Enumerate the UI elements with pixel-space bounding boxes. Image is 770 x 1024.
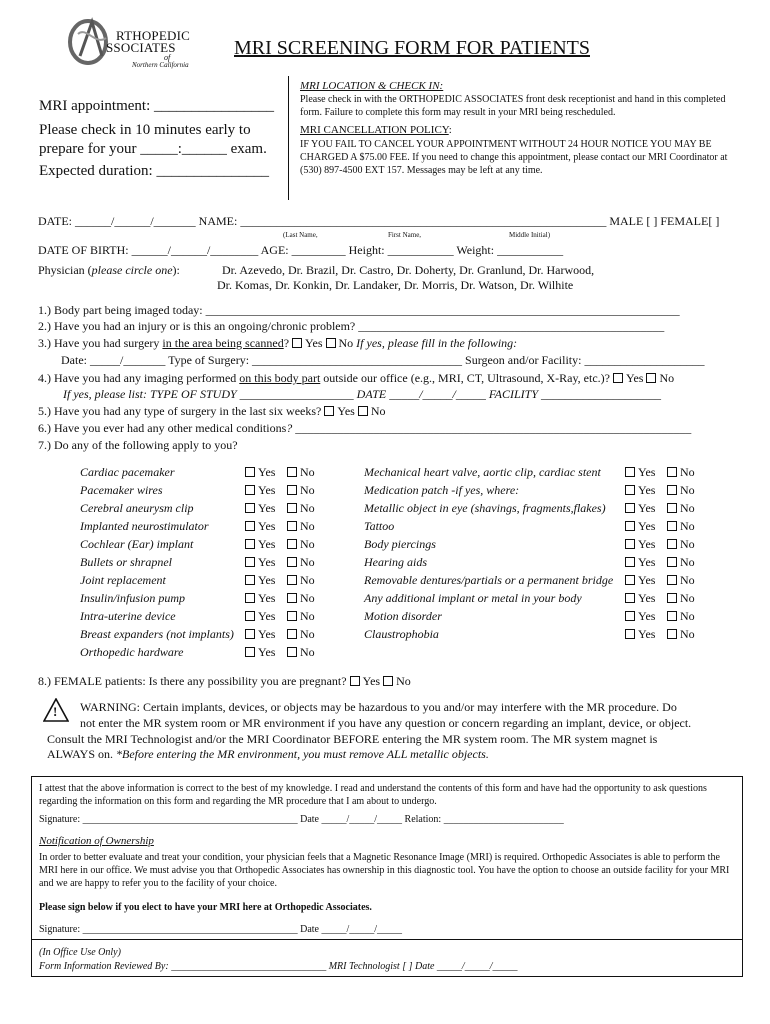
condition-left-yes-checkbox[interactable]: Yes <box>245 536 287 553</box>
condition-left-label: Insulin/infusion pump <box>80 591 186 605</box>
condition-right-no-checkbox[interactable]: No <box>667 500 695 517</box>
condition-left-row <box>80 500 370 517</box>
condition-left-label: Cochlear (Ear) implant <box>80 537 194 551</box>
question-8: 8.) FEMALE patients: Is there any possibility you are pregnant? Yes No <box>38 674 411 688</box>
condition-left-no-checkbox[interactable]: No <box>287 500 315 517</box>
condition-left-no-checkbox[interactable]: No <box>287 590 315 607</box>
q4-yes-checkbox[interactable]: Yes <box>613 371 643 386</box>
condition-right-no-checkbox[interactable]: No <box>667 554 695 571</box>
condition-left-row <box>80 590 370 607</box>
conditions-right-list <box>364 464 744 644</box>
condition-left-row <box>80 572 370 589</box>
condition-right-yes-checkbox[interactable]: Yes <box>625 554 667 571</box>
physician-list-2[interactable]: Dr. Komas, Dr. Konkin, Dr. Landaker, Dr. Morris, Dr. Watson, Dr. Wilhite <box>217 278 574 292</box>
q4-no-checkbox[interactable]: No <box>646 371 674 386</box>
physician-list-1[interactable]: Dr. Azevedo, Dr. Brazil, Dr. Castro, Dr. Doherty, Dr. Granlund, Dr. Harwood, <box>222 263 595 277</box>
question-3: 3.) Have you had surgery in the area being scanned? Yes No If yes, please fill in the following: <box>38 336 518 350</box>
q3-yes-checkbox[interactable]: Yes <box>292 336 322 351</box>
condition-right-row <box>364 590 744 607</box>
condition-left-label: Cerebral aneurysm clip <box>80 501 194 515</box>
warning-line-2: not enter the MR system room or MR environment if you have any question or concern regarding an implant, device, or object. <box>80 716 692 730</box>
logo-text-of: of <box>164 53 171 62</box>
question-4-detail[interactable]: If yes, please list: TYPE OF STUDY ___________________ DATE _____/_____/_____ FACILITY ____________________ <box>63 387 662 401</box>
condition-left-yes-checkbox[interactable]: Yes <box>245 626 287 643</box>
warning-icon: ! <box>43 698 69 722</box>
condition-right-label: Medication patch -if yes, where: <box>364 483 520 497</box>
condition-left-no-checkbox[interactable]: No <box>287 518 315 535</box>
condition-right-row <box>364 500 744 517</box>
name-label-middle: Middle Initial) <box>509 231 551 239</box>
condition-right-label: Tattoo <box>364 519 395 533</box>
condition-left-label: Bullets or shrapnel <box>80 555 172 569</box>
condition-left-yes-checkbox[interactable]: Yes <box>245 572 287 589</box>
condition-left-label: Cardiac pacemaker <box>80 465 175 479</box>
condition-left-no-checkbox[interactable]: No <box>287 608 315 625</box>
condition-left-yes-checkbox[interactable]: Yes <box>245 464 287 481</box>
conditions-left-list <box>80 464 370 662</box>
condition-right-no-checkbox[interactable]: No <box>667 572 695 589</box>
question-6[interactable]: 6.) Have you ever had any other medical conditions? __________________________________________________________________ <box>38 421 692 435</box>
condition-right-row <box>364 554 744 571</box>
cancellation-text: IF YOU FAIL TO CANCEL YOUR APPOINTMENT WITHOUT 24 HOUR NOTICE YOU MAY BE CHARGED A $75.00 FEE. If you need to change this appointment, please contact our MRI Coordinator at (530) 897-4500 EXT 157. Messages may be left at any time. <box>300 139 728 176</box>
condition-left-row <box>80 536 370 553</box>
checkin-note-1: Please check in 10 minutes early to <box>39 122 251 138</box>
condition-left-no-checkbox[interactable]: No <box>287 464 315 481</box>
condition-left-no-checkbox[interactable]: No <box>287 626 315 643</box>
condition-right-yes-checkbox[interactable]: Yes <box>625 518 667 535</box>
condition-left-yes-checkbox[interactable]: Yes <box>245 644 287 661</box>
condition-left-row <box>80 554 370 571</box>
sign-below-instruction: Please sign below if you elect to have your MRI here at Orthopedic Associates. <box>39 902 372 913</box>
question-3-detail[interactable]: Date: _____/_______ Type of Surgery: ___________________________________ Surgeon and/or Facility: ____________________ <box>61 353 705 367</box>
condition-right-yes-checkbox[interactable]: Yes <box>625 608 667 625</box>
date-name-line[interactable]: DATE: ______/______/_______ NAME: _____________________________________________________________ MALE [ ] FEMALE[ ] <box>38 214 720 228</box>
condition-left-yes-checkbox[interactable]: Yes <box>245 482 287 499</box>
divider-vertical <box>288 76 289 200</box>
ownership-text: In order to better evaluate and treat your condition, your physician feels that a Magnetic Resonance Image (MRI) is required. Orthopedic Associates is able to perform the MRI here in our office. We must advise you that Orthopedic Associates has ownership in this diagnostic tool. You have the option to choose an outside facility for your MRI and we are happy to refer you to the facility of your choice. <box>39 852 730 889</box>
condition-right-yes-checkbox[interactable]: Yes <box>625 482 667 499</box>
duration-field[interactable]: Expected duration: _______________ <box>39 163 269 179</box>
condition-left-row <box>80 482 370 499</box>
condition-left-no-checkbox[interactable]: No <box>287 572 315 589</box>
condition-left-row <box>80 464 370 481</box>
condition-left-yes-checkbox[interactable]: Yes <box>245 590 287 607</box>
condition-left-yes-checkbox[interactable]: Yes <box>245 554 287 571</box>
reviewed-by-line[interactable]: Form Information Reviewed By: _______________________________ MRI Technologist [ ] Date _____/_____/_____ <box>39 961 518 972</box>
condition-right-label: Metallic object in eye (shavings, fragments,flakes) <box>364 501 606 515</box>
condition-right-row <box>364 518 744 535</box>
condition-right-no-checkbox[interactable]: No <box>667 464 695 481</box>
condition-left-label: Pacemaker wires <box>80 483 163 497</box>
condition-right-row <box>364 572 744 589</box>
condition-right-label: Claustrophobia <box>364 627 439 641</box>
q3-no-checkbox[interactable]: No <box>326 336 354 351</box>
condition-left-no-checkbox[interactable]: No <box>287 554 315 571</box>
signature-line-2[interactable]: Signature: ___________________________________________ Date _____/_____/_____ <box>39 924 403 935</box>
signature-relation-line[interactable]: Signature: ___________________________________________ Date _____/_____/_____ Relation: ________________________ <box>39 814 564 825</box>
condition-right-yes-checkbox[interactable]: Yes <box>625 572 667 589</box>
condition-right-row <box>364 608 744 625</box>
condition-right-yes-checkbox[interactable]: Yes <box>625 536 667 553</box>
condition-right-no-checkbox[interactable]: No <box>667 482 695 499</box>
condition-right-row <box>364 626 744 643</box>
condition-left-row <box>80 644 370 661</box>
condition-right-label: Any additional implant or metal in your body <box>364 591 582 605</box>
appointment-field[interactable]: MRI appointment: ________________ <box>39 98 274 114</box>
condition-right-label: Hearing aids <box>364 555 427 569</box>
location-heading: MRI LOCATION & CHECK IN: <box>300 80 444 92</box>
condition-right-yes-checkbox[interactable]: Yes <box>625 500 667 517</box>
condition-left-label: Joint replacement <box>80 573 166 587</box>
condition-left-no-checkbox[interactable]: No <box>287 644 315 661</box>
condition-right-label: Motion disorder <box>364 609 442 623</box>
location-text: Please check in with the ORTHOPEDIC ASSOCIATES front desk receptionist and hand in this completed form. Failure to complete this form may result in your MRI being rescheduled. <box>300 94 726 118</box>
q5-no-checkbox[interactable]: No <box>358 404 386 419</box>
condition-right-no-checkbox[interactable]: No <box>667 590 695 607</box>
condition-left-row <box>80 608 370 625</box>
condition-right-no-checkbox[interactable]: No <box>667 536 695 553</box>
condition-left-yes-checkbox[interactable]: Yes <box>245 500 287 517</box>
question-1[interactable]: 1.) Body part being imaged today: _______________________________________________________________________________ <box>38 303 680 317</box>
name-label-first: First Name, <box>388 231 422 239</box>
condition-right-row <box>364 464 744 481</box>
condition-left-yes-checkbox[interactable]: Yes <box>245 518 287 535</box>
warning-line-4: ALWAYS on. *Before entering the MR environment, you must remove ALL metallic objects. <box>47 747 489 761</box>
physician-label: Physician (please circle one): <box>38 263 180 277</box>
ownership-heading: Notification of Ownership <box>39 835 154 847</box>
condition-left-label: Implanted neurostimulator <box>80 519 209 533</box>
logo-text-bottom: Northern California <box>132 61 189 69</box>
condition-right-row <box>364 536 744 553</box>
condition-left-row <box>80 518 370 535</box>
warning-line-3: Consult the MRI Technologist and/or the MRI Coordinator BEFORE entering the MR system room. The MR system magnet is <box>47 732 658 746</box>
condition-right-label: Removable dentures/partials or a permanent bridge <box>364 573 614 587</box>
condition-left-yes-checkbox[interactable]: Yes <box>245 608 287 625</box>
condition-right-no-checkbox[interactable]: No <box>667 518 695 535</box>
name-label-last: (Last Name, <box>283 231 318 239</box>
checkin-time-field[interactable]: prepare for your _____:______ exam. <box>39 141 267 157</box>
condition-right-row <box>364 482 744 499</box>
condition-right-yes-checkbox[interactable]: Yes <box>625 590 667 607</box>
condition-left-label: Breast expanders (not implants) <box>80 627 234 641</box>
office-use-label: (In Office Use Only) <box>39 947 121 958</box>
question-2[interactable]: 2.) Have you had an injury or is this an ongoing/chronic problem? ___________________________________________________ <box>38 319 665 333</box>
cancellation-heading: MRI CANCELLATION POLICY: <box>300 124 452 136</box>
condition-left-label: Intra-uterine device <box>80 609 176 623</box>
condition-left-no-checkbox[interactable]: No <box>287 482 315 499</box>
question-7: 7.) Do any of the following apply to you? <box>38 438 238 452</box>
condition-left-no-checkbox[interactable]: No <box>287 536 315 553</box>
warning-line-1: WARNING: Certain implants, devices, or objects may be hazardous to you and/or may interfere with the MR procedure. Do <box>80 700 677 714</box>
q8-yes-checkbox[interactable]: Yes <box>350 674 380 689</box>
condition-right-yes-checkbox[interactable]: Yes <box>625 464 667 481</box>
condition-right-yes-checkbox[interactable]: Yes <box>625 626 667 643</box>
dob-line[interactable]: DATE OF BIRTH: ______/______/________ AGE: _________ Height: ___________ Weight: ___________ <box>38 243 564 257</box>
condition-left-label: Orthopedic hardware <box>80 645 184 659</box>
condition-right-no-checkbox[interactable]: No <box>667 608 695 625</box>
condition-right-no-checkbox[interactable]: No <box>667 626 695 643</box>
condition-right-label: Mechanical heart valve, aortic clip, cardiac stent <box>364 465 601 479</box>
question-5: 5.) Have you had any type of surgery in the last six weeks? Yes No <box>38 404 386 418</box>
logo-text-top: RTHOPEDIC <box>116 28 190 43</box>
question-4: 4.) Have you had any imaging performed on this body part outside our office (e.g., MRI, CT, Ultrasound, X-Ray, etc.)? Yes No <box>38 371 675 385</box>
q8-no-checkbox[interactable]: No <box>383 674 411 689</box>
q5-yes-checkbox[interactable]: Yes <box>324 404 354 419</box>
page-title: MRI SCREENING FORM FOR PATIENTS <box>234 37 590 59</box>
condition-left-row <box>80 626 370 643</box>
logo-text-middle: SSOCIATES <box>106 40 176 55</box>
condition-right-label: Body piercings <box>364 537 436 551</box>
attest-text: I attest that the above information is correct to the best of my knowledge. I read and understand the contents of this form and have had the opportunity to ask questions regarding the information on this form and regarding the MR procedure that I am about to undergo. <box>39 783 707 807</box>
